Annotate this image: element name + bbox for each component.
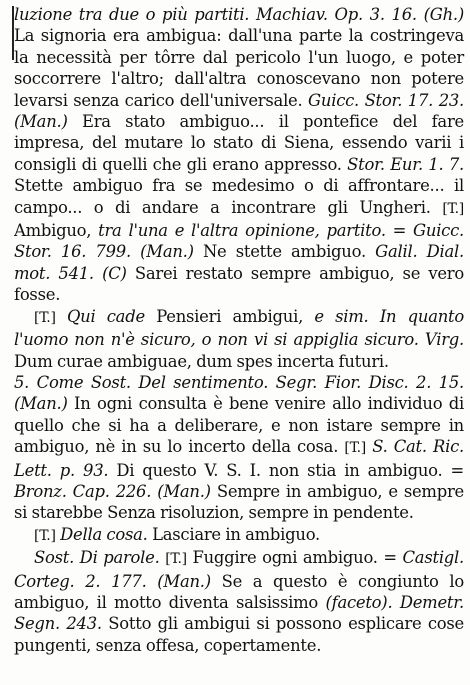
body-text: Dum curae ambiguae, dum spes incerta futuri.: [14, 351, 389, 371]
paragraph-della-cosa: [14, 524, 464, 547]
citation-text: Sost. Di parole.: [34, 548, 160, 568]
body-text: Se a questo è congiunto lo ambiguo, il motto diventa salsissimo: [14, 571, 464, 612]
citation-text: Della cosa.: [55, 524, 148, 544]
paragraph-di-parole: [14, 547, 464, 656]
paragraph-pensieri-ambigui: [14, 306, 464, 372]
body-text: La signoria era ambigua: dall'una parte la costringeva la necessità per tôrre dal pericolo l'un luogo, e poter soccorrere l'altro; dall'altra conoscevano non potere levarsi senza carico dell'universale.: [14, 26, 464, 110]
body-text: In ogni consulta è bene venire allo individuo di quello che si ha a deliberare, e non istare sempre in ambiguo, nè in su lo incerto della cosa.: [14, 394, 464, 457]
body-text: Sempre in ambiguo, e sempre si starebbe Senza risoluzion, sempre in pendente.: [14, 481, 465, 523]
paragraph-continuation: [14, 4, 464, 306]
body-text: Era stato ambiguo... il pontefice del fare impresa, del mutare lo stato di Siena, essendo varii i consigli di quelli che gli erano appresso.: [14, 112, 464, 174]
section-mark: [T.]: [344, 440, 367, 457]
citation-text: Qui cade: [55, 306, 145, 326]
body-text: Ambiguo,: [14, 221, 99, 241]
text-column: [14, 4, 464, 656]
section-mark: [T.]: [165, 551, 187, 568]
citation-text: = Castigl. Corteg. 2. 177. (Man.): [14, 548, 465, 591]
citation-text: e sim. In quanto l'uomo non n'è sicuro, o non vi si appiglia sicuro. Virg.: [14, 306, 464, 350]
section-mark: [T.]: [34, 309, 56, 326]
body-text: Sarei restato sempre ambiguo, se vero fosse.: [14, 263, 464, 305]
citation-text: (faceto). Demetr. Segn. 243.: [14, 592, 465, 634]
citation-text: tra l'una e l'altra opinione, partito. = Guicc. Stor. 16. 799. (Man.): [14, 221, 465, 262]
body-text: Pensieri ambigui,: [144, 306, 315, 326]
section-mark: [T.]: [442, 200, 464, 217]
body-text: Di questo V. S. I. non stia in ambiguo.: [108, 460, 451, 480]
paragraph-sense-5: [14, 372, 464, 524]
body-text: Ne stette ambiguo.: [193, 242, 376, 262]
citation-text: luzione tra due o più partiti. Machiav. Op. 3. 16.: [14, 5, 417, 24]
body-text: Sotto gli ambigui si possono esplicare cose pungenti, senza offesa, copertamente.: [14, 614, 464, 655]
citation-text: Guicc. Stor. 17. 23. (Man.): [14, 90, 465, 132]
body-text: Fuggire ogni ambiguo.: [186, 548, 384, 568]
citation-text: = Bronz. Cap. 226. (Man.): [14, 460, 464, 501]
body-text: Lasciare in ambiguo.: [147, 524, 320, 544]
section-mark: [T.]: [34, 527, 56, 544]
citation-text: (Gh.): [416, 5, 465, 24]
citation-text: Galil. Dial. mot. 541. (C): [14, 242, 465, 283]
citation-text: Stor. Eur. 1. 7.: [347, 154, 464, 174]
citation-text: 5. Come Sost. Del sentimento. Segr. Fior. Disc. 2. 15. (Man.): [14, 372, 464, 414]
body-text: Stette ambiguo fra se medesimo o di affrontare... il campo... o di andare a incontrare gli Ungheri.: [14, 176, 464, 217]
citation-text: S. Cat. Ric. Lett. p. 93.: [14, 437, 464, 480]
